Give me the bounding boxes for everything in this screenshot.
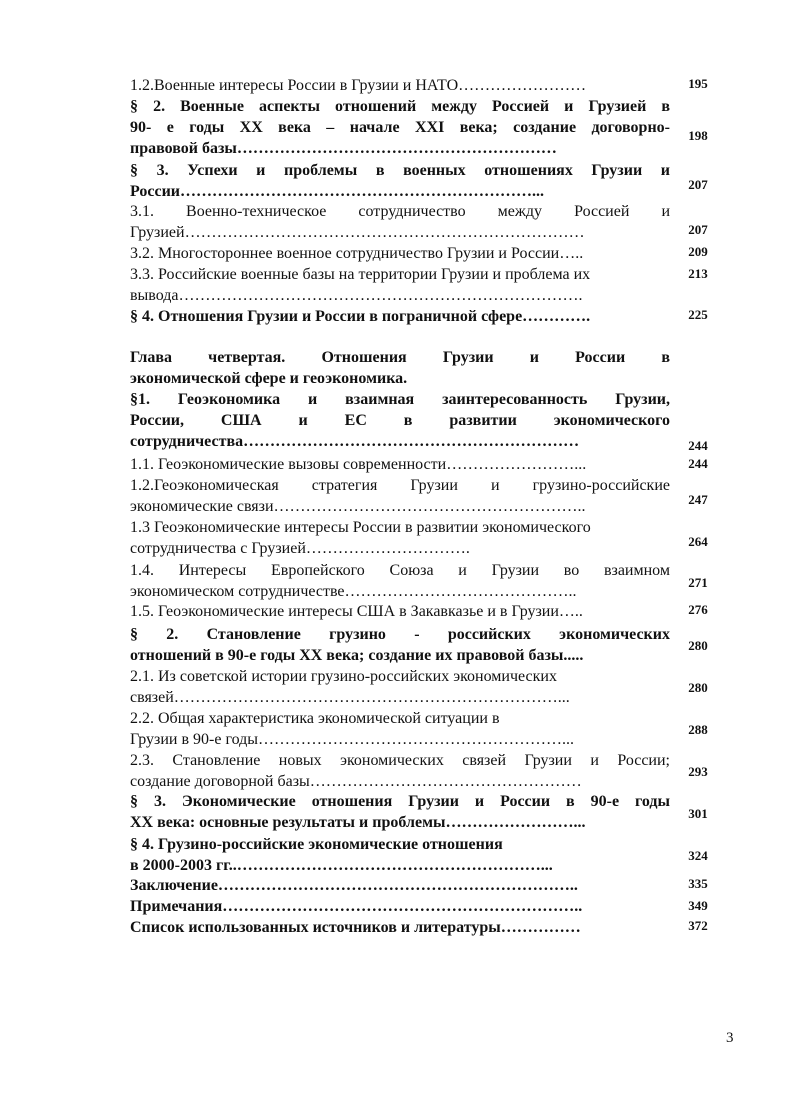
toc-entry-line: Глава четвертая. Отношения Грузии и России в [130,349,670,366]
toc-page-number: 247 [688,492,708,507]
toc-page-number: 225 [688,307,708,322]
toc-entry-line: 1.3 Геоэкономические интересы России в развитии экономического [130,519,591,536]
toc-entry [130,708,670,750]
toc-entry [130,791,670,833]
toc-entry-line: §1. Геоэкономика и взаимная заинтересованность Грузии, [130,391,670,408]
toc-entry-line: сотрудничества с Грузией…………………………. [130,540,470,557]
toc-entry [130,917,670,938]
toc-page-number: 280 [688,680,708,695]
toc-entry [130,517,670,559]
toc-entry [130,264,670,306]
toc-entry-line: экономические связи………………………………………………….. [130,498,586,515]
toc-entry-line: Заключение………………………………………………………….. [130,877,578,894]
toc-entry-line: 1.1. Геоэкономические вызовы современности……………………... [130,456,587,473]
toc-page-number: 288 [688,722,708,737]
toc-entry-line: 2.3. Становление новых экономических связей Грузии и России; [130,752,670,769]
toc-entry [130,601,670,622]
toc-entry-line: § 3. Экономические отношения Грузии и России в 90-е годы [130,793,670,810]
toc-entry-line: в 2000-2003 гг..…………………………………………………... [130,857,553,874]
toc-page-number: 213 [688,266,708,281]
toc-entry [130,75,670,96]
toc-entry-line: 3.1. Военно-техническое сотрудничество между Россией и [130,203,670,220]
toc-entry [130,560,670,602]
toc-entry-line: экономическом сотрудничестве…………………………………….. [130,583,577,600]
toc-entry [130,389,670,452]
toc-page-number: 207 [688,177,708,192]
toc-entry-line: вывода…………………………………………………………………. [130,287,583,304]
toc-entry-line: 1.2.Геоэкономическая стратегия Грузии и грузино-российские [130,477,670,494]
toc-entry-line: 90- е годы XX века – начале XXI века; создание договорно- [130,119,670,136]
toc-entry [130,475,670,517]
toc-page-number: 349 [688,898,708,913]
toc-entry-line: 3.3. Российские военные базы на территории Грузии и проблема их [130,266,591,283]
toc-entry [130,624,670,666]
toc-entry-line: § 3. Успехи и проблемы в военных отношениях Грузии и [130,162,670,179]
toc-entry [130,666,670,708]
toc-entry-line: XX века: основные результаты и проблемы……………………... [130,814,586,831]
toc-entry [130,160,670,202]
toc-page-number: 195 [688,76,708,91]
toc-page-number: 335 [688,876,708,891]
toc-entry-line: отношений в 90-е годы XX века; создание их правовой базы..... [130,647,584,664]
toc-entry-line: § 4. Отношения Грузии и России в пограничной сфере…………. [130,308,591,325]
toc-entry-line: Список использованных источников и литературы…………… [130,919,581,936]
toc-entry [130,306,670,327]
toc-entry [130,201,670,243]
toc-entry-line: Грузии в 90-е годы…………………………………………………... [130,731,575,748]
toc-page-number: 276 [688,602,708,617]
toc-entry-line: Грузией………………………………………………………………… [130,224,585,241]
toc-entry-line: § 4. Грузино-российские экономические отношения [130,836,503,853]
toc-entry-line: § 2. Военные аспекты отношений между Россией и Грузией в [130,98,670,115]
toc-entry-line: России, США и ЕС в развитии экономического [130,412,670,429]
toc-entry [130,750,670,792]
toc-page-number: 198 [688,128,708,143]
toc-entry [130,347,670,389]
toc-page-number: 372 [688,918,708,933]
toc-page-number: 264 [688,534,708,549]
toc-entry-line: § 2. Становление грузино - российских экономических [130,626,670,643]
toc-page-number: 244 [688,438,708,453]
toc-entry-line: 2.2. Общая характеристика экономической ситуации в [130,710,500,727]
toc-entry [130,96,670,159]
toc-entry-line: 1.2.Военные интересы России в Грузии и НАТО…………………… [130,77,587,94]
toc-entry [130,875,670,896]
toc-page-number: 244 [688,456,708,471]
toc-entry-line: правовой базы…………………………………………………… [130,140,557,157]
page-number: 3 [726,1030,734,1046]
toc-entry-line: Примечания………………………………………………………….. [130,898,583,915]
toc-entry-line: экономической сфере и геоэкономика. [130,370,408,387]
toc-entry [130,243,670,264]
toc-page-number: 293 [688,764,708,779]
toc-entry-line: 1.4. Интересы Европейского Союза и Грузии во взаимном [130,562,670,579]
toc-page-number: 209 [688,244,708,259]
toc-page-number: 280 [688,638,708,653]
toc-entry-line: создание договорной базы…………………………………………… [130,773,582,790]
toc-entry [130,834,670,876]
toc-page-number: 207 [688,222,708,237]
toc-entry-line: 1.5. Геоэкономические интересы США в Закавказье и в Грузии….. [130,603,583,620]
toc-page-number: 301 [688,806,708,821]
toc-entry [130,454,670,475]
toc-entry-line: 3.2. Многостороннее военное сотрудничество Грузии и России….. [130,245,584,262]
toc-entry [130,896,670,917]
toc-entry-line: сотрудничества……………………………………………………… [130,433,580,450]
toc-page-number: 271 [688,575,708,590]
toc-page-number: 324 [688,848,708,863]
toc-entry-line: связей………………………………………………………………... [130,689,570,706]
toc-entry-line: 2.1. Из советской истории грузино-российских экономических [130,668,557,685]
toc-entry-line: России…………………………………………………………... [130,183,545,200]
